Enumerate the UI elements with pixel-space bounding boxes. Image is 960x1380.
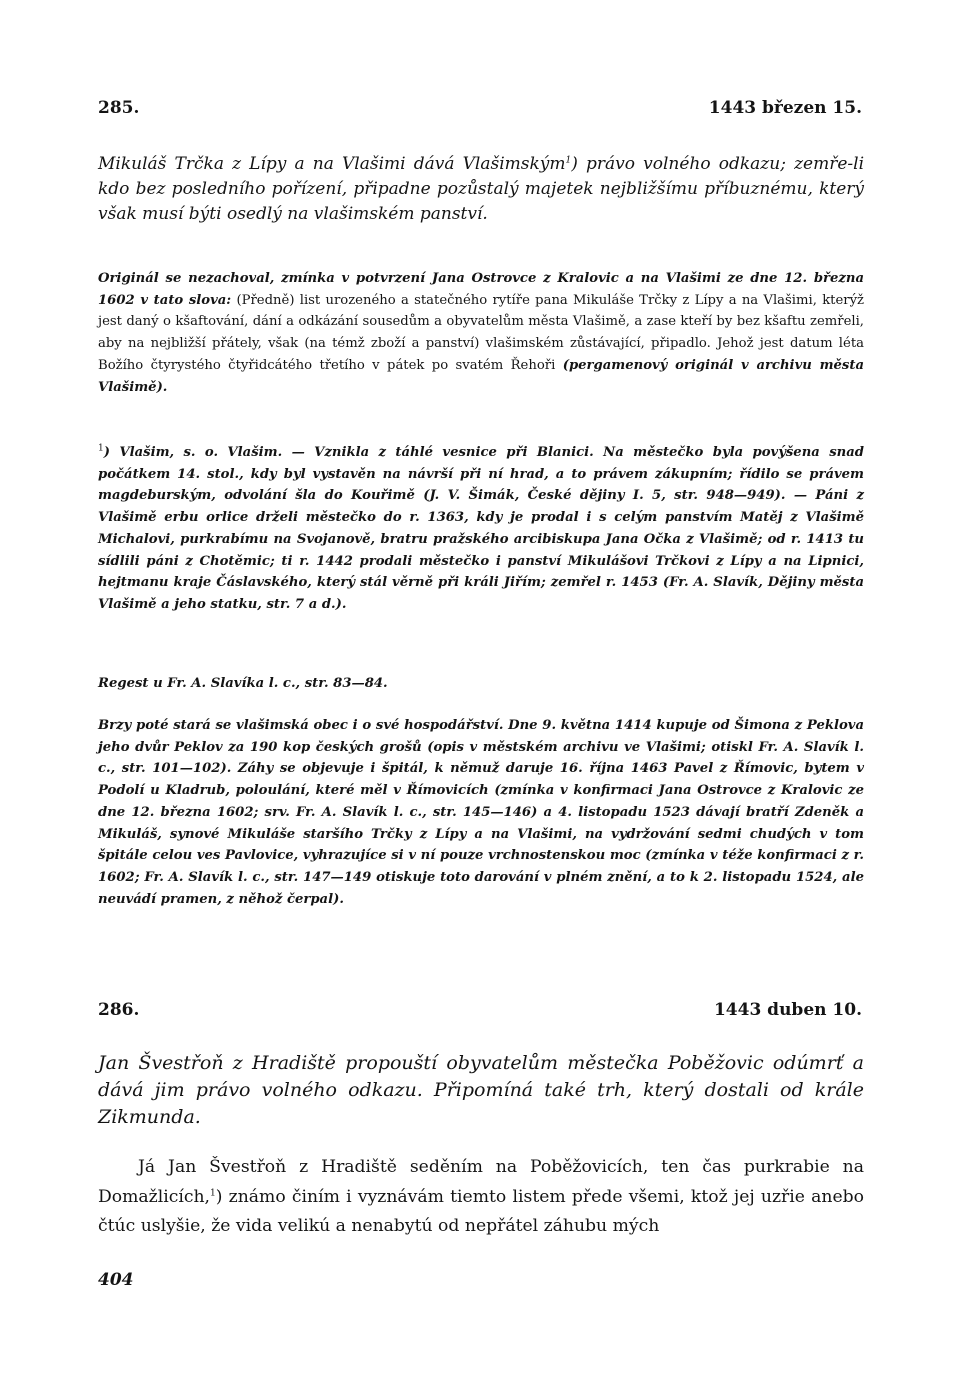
document-text: Já Jan Švestřoň z Hradiště seděním na Poběžovicích, ten čas purkrabie na Domažlicích,	[98, 1157, 864, 1207]
entry-286-regest	[98, 1050, 864, 1131]
entry-285-source	[98, 268, 864, 398]
entry-date: 1443 březen 15.	[708, 98, 862, 118]
regest-text: Jan Švestřoň z Hradiště propouští obyvatelům městečka Poběžovic odúmrť a dává jim právo volného odkazu. Připomíná také trh, který dostali od krále Zikmunda.	[98, 1052, 864, 1128]
entry-286-text	[98, 1153, 864, 1242]
regest-text-cont: ) právo volného odkazu; zemře-li kdo bez posledního pořízení, připadne pozůstalý majetek nejbližšímu příbuznému, který však musí býti osedlý na vlašimském panství.	[98, 154, 865, 224]
footnote-mark: 1	[98, 443, 104, 454]
source-quote: (Předně) list urozeného a statečného rytíře pana Mikuláše Trčky z Lípy a na Vlašimi, kterýž jest daný o kšaftování, dání a odkázání sousedům a obyvatelům města Vlašimě, a zase kteří by bez kšaftu zemřeli, aby na nejbližší přátely, však (na témž zboží a panství) vlašimském zůstávající, připadlo. Jehož jest datum léta Božího čtyrystého čtyřidcátého třetího v pátek po svatém Řehoři	[98, 292, 864, 373]
entry-number: 286.	[98, 1000, 140, 1020]
entry-285-regest	[98, 152, 864, 227]
source-description: Originál se nezachoval, zmínka v potvrzení Jana Ostrovce z Kralovic a na Vlašimi ze dne 12. března 1602 v tato slova:	[98, 271, 864, 308]
historical-note	[98, 715, 864, 910]
footnote-ref: 1	[210, 1187, 216, 1198]
source-location: (pergamenový originál v archivu města Vlašimě).	[98, 357, 864, 395]
page-number: 404	[98, 1270, 134, 1290]
historical-note-text: Brzy poté stará se vlašimská obec i o své hospodářství. Dne 9. května 1414 kupuje od Šimona z Peklova jeho dvůr Peklov za 190 kop českých grošů (opis v městském archivu ve Vlašimi; otiskl Fr. A. Slavík l. c., str. 101—102). Záhy se objevuje i špitál, k němuž daruje 16. října 1463 Pavel z Římovic, bytem v Podolí u Kladrub, poloulání, které měl v Římovicích (zmínka v konfirmaci Jana Ostrovce z Kralovic ze dne 12. března 1602; srv. Fr. A. Slavík l. c., str. 145—146) a 4. listopadu 1523 dávají bratří Zdeněk a Mikuláš, synové Mikuláše staršího Trčky z Lípy a na Vlašimi, na vydržování sedmi chudých v tom špitále celou ves Pavlovice, vyhrazujíce si v ní pouze vrchnostenskou moc (zmínka v téže konfirmaci z r. 1602; Fr. A. Slavík l. c., str. 147—149 otiskuje toto darování v plném znění, a to k 2. listopadu 1524, ale neuvádí pramen, z něhož čerpal).	[98, 718, 864, 907]
entry-date: 1443 duben 10.	[713, 1000, 862, 1020]
regest-reference-text: Regest u Fr. A. Slavíka l. c., str. 83—84.	[98, 676, 388, 691]
document-text-cont: ) známo činím i vyznávám tiemto listem přede všemi, ktož jej uzřie anebo čtúc uslyšie, že vida velikú a nenabytú od nepřátel záhubu mých	[98, 1186, 864, 1236]
regest-reference	[98, 673, 864, 695]
regest-text: Mikuláš Trčka z Lípy a na Vlašimi dává Vlašimským	[98, 154, 566, 174]
footnote-text: ) Vlašim, s. o. Vlašim. — Vznikla z táhlé vesnice při Blanici. Na městečko byla povýšena snad počátkem 14. stol., kdy byl vystavěn na návrší při ní hrad, a to právem zákupním; řídilo se právem magdeburským, odvolání šla do Kouřimě (J. V. Šimák, České dějiny I. 5, str. 948—949). — Páni z Vlašimě erbu orlice drželi městečko do r. 1363, kdy je prodal i s celým panstvím Matěj z Vlašimě Michalovi, purkrabímu na Svojanově, bratru pražského arcibiskupa Jana Očka z Vlašimě; od r. 1413 tu sídlili páni z Chotěmic; ti r. 1442 prodali městečko i panství Mikulášovi Trčkovi z Lípy a na Lipnici, hejtmanu kraje Čáslavského, který stál věrně při králi Jiřím; zemřel r. 1453 (Fr. A. Slavík, Dějiny města Vlašimě a jeho statku, str. 7 a d.).	[98, 445, 864, 612]
footnote	[98, 442, 864, 616]
entry-number: 285.	[98, 98, 140, 118]
footnote-ref: 1	[565, 155, 572, 166]
